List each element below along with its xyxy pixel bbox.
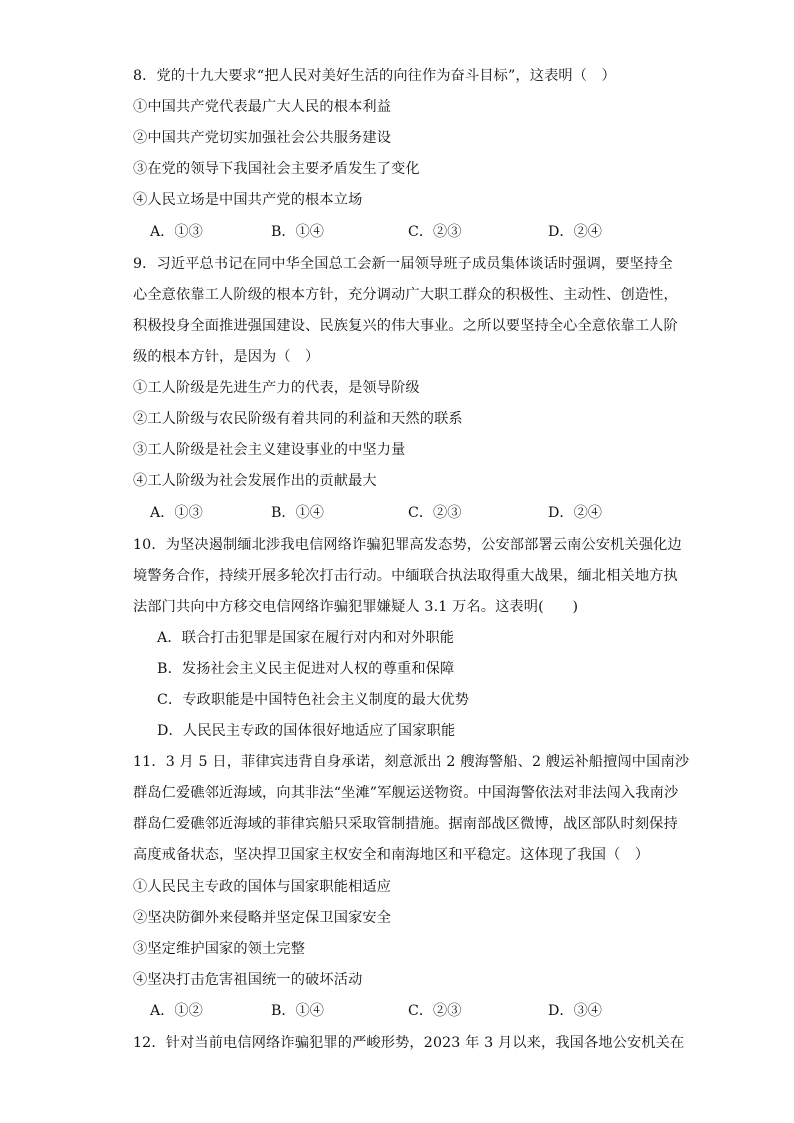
- q9-options: [150, 503, 670, 523]
- q9-option-b[interactable]: B．①④: [271, 505, 324, 521]
- q10-stem-line-2: 境警务合作，持续开展多轮次打击行动。中缅联合执法取得重大战果，缅北相关地方执: [133, 568, 678, 584]
- q11-option-c[interactable]: C．②③: [408, 1003, 462, 1019]
- q8-statement-2: ②中国共产党切实加强社会公共服务建设: [133, 130, 392, 146]
- q9-option-a[interactable]: A．①③: [150, 505, 203, 521]
- q11-stem-line-3: 群岛仁爱礁邻近海域的菲律宾船只采取管制措施。据南部战区微博，战区部队时刻保持: [133, 816, 678, 832]
- q10-stem-line-3: 法部门共向中方移交电信网络诈骗犯罪嫌疑人 3.1 万名。这表明( ): [133, 599, 579, 615]
- q11-statement-3: ③坚定维护国家的领土完整: [133, 941, 306, 957]
- q9-stem-line-4: 级的根本方针，是因为（ ）: [133, 349, 320, 365]
- q9-stem-line-1: 9．习近平总书记在同中华全国总工会新一届领导班子成员集体谈话时强调，要坚持全: [133, 256, 673, 272]
- q11-option-a[interactable]: A．①②: [150, 1003, 203, 1019]
- q9-statement-2: ②工人阶级与农民阶级有着共同的利益和天然的联系: [133, 411, 463, 427]
- q9-statement-3: ③工人阶级是社会主义建设事业的中坚力量: [133, 442, 406, 458]
- q11-stem-line-1: 11．3 月 5 日，菲律宾违背自身承诺，刻意派出 2 艘海警船、2 艘运补船擅闯中国南沙: [133, 754, 690, 770]
- q8-option-c[interactable]: C．②③: [408, 224, 462, 240]
- q9-statement-1: ①工人阶级是先进生产力的代表，是领导阶级: [133, 380, 420, 396]
- q10-choice-d[interactable]: D．人民民主专政的国体很好地适应了国家职能: [157, 723, 456, 739]
- q8-option-d[interactable]: D．②④: [548, 224, 602, 240]
- q10-choice-b[interactable]: B．发扬社会主义民主促进对人权的尊重和保障: [157, 661, 455, 677]
- q10-choice-a[interactable]: A．联合打击犯罪是国家在履行对内和对外职能: [157, 630, 455, 646]
- q9-statement-4: ④工人阶级为社会发展作出的贡献最大: [133, 473, 377, 489]
- q11-option-b[interactable]: B．①④: [271, 1003, 324, 1019]
- q9-stem-line-3: 积极投身全面推进强国建设、民族复兴的伟大事业。之所以要坚持全心全意依靠工人阶: [133, 318, 678, 334]
- q11-statement-4: ④坚决打击危害祖国统一的破坏活动: [133, 972, 363, 988]
- q8-options: [150, 222, 670, 242]
- q11-stem-line-2: 群岛仁爱礁邻近海域，向其非法“坐滩”军舰运送物资。中国海警依法对非法闯入我南沙: [133, 785, 679, 801]
- q8-statement-4: ④人民立场是中国共产党的根本立场: [133, 192, 363, 208]
- q9-option-c[interactable]: C．②③: [408, 505, 462, 521]
- q8-stem-line-1: 8．党的十九大要求“把人民对美好生活的向往作为奋斗目标”，这表明（ ）: [133, 68, 616, 84]
- q11-statement-2: ②坚决防御外来侵略并坚定保卫国家安全: [133, 910, 392, 926]
- q8-statement-1: ①中国共产党代表最广大人民的根本利益: [133, 99, 392, 115]
- q8-option-a[interactable]: A．①③: [150, 224, 203, 240]
- q11-options: [150, 1001, 670, 1021]
- q8-option-b[interactable]: B．①④: [271, 224, 324, 240]
- q10-stem-line-1: 10．为坚决遏制缅北涉我电信网络诈骗犯罪高发态势，公安部部署云南公安机关强化边: [133, 537, 682, 553]
- q11-stem-line-4: 高度戒备状态，坚决捍卫国家主权安全和南海地区和平稳定。这体现了我国（ ）: [133, 847, 650, 863]
- q10-choice-c[interactable]: C．专政职能是中国特色社会主义制度的最大优势: [157, 692, 470, 708]
- q9-stem-line-2: 心全意依靠工人阶级的根本方针，充分调动广大职工群众的积极性、主动性、创造性，: [133, 287, 678, 303]
- q11-statement-1: ①人民民主专政的国体与国家职能相适应: [133, 879, 392, 895]
- q8-statement-3: ③在党的领导下我国社会主要矛盾发生了变化: [133, 161, 420, 177]
- q12-stem-line-1: 12．针对当前电信网络诈骗犯罪的严峻形势，2023 年 3 月以来，我国各地公安机关在: [133, 1035, 685, 1051]
- q11-option-d[interactable]: D．③④: [548, 1003, 602, 1019]
- q9-option-d[interactable]: D．②④: [548, 505, 602, 521]
